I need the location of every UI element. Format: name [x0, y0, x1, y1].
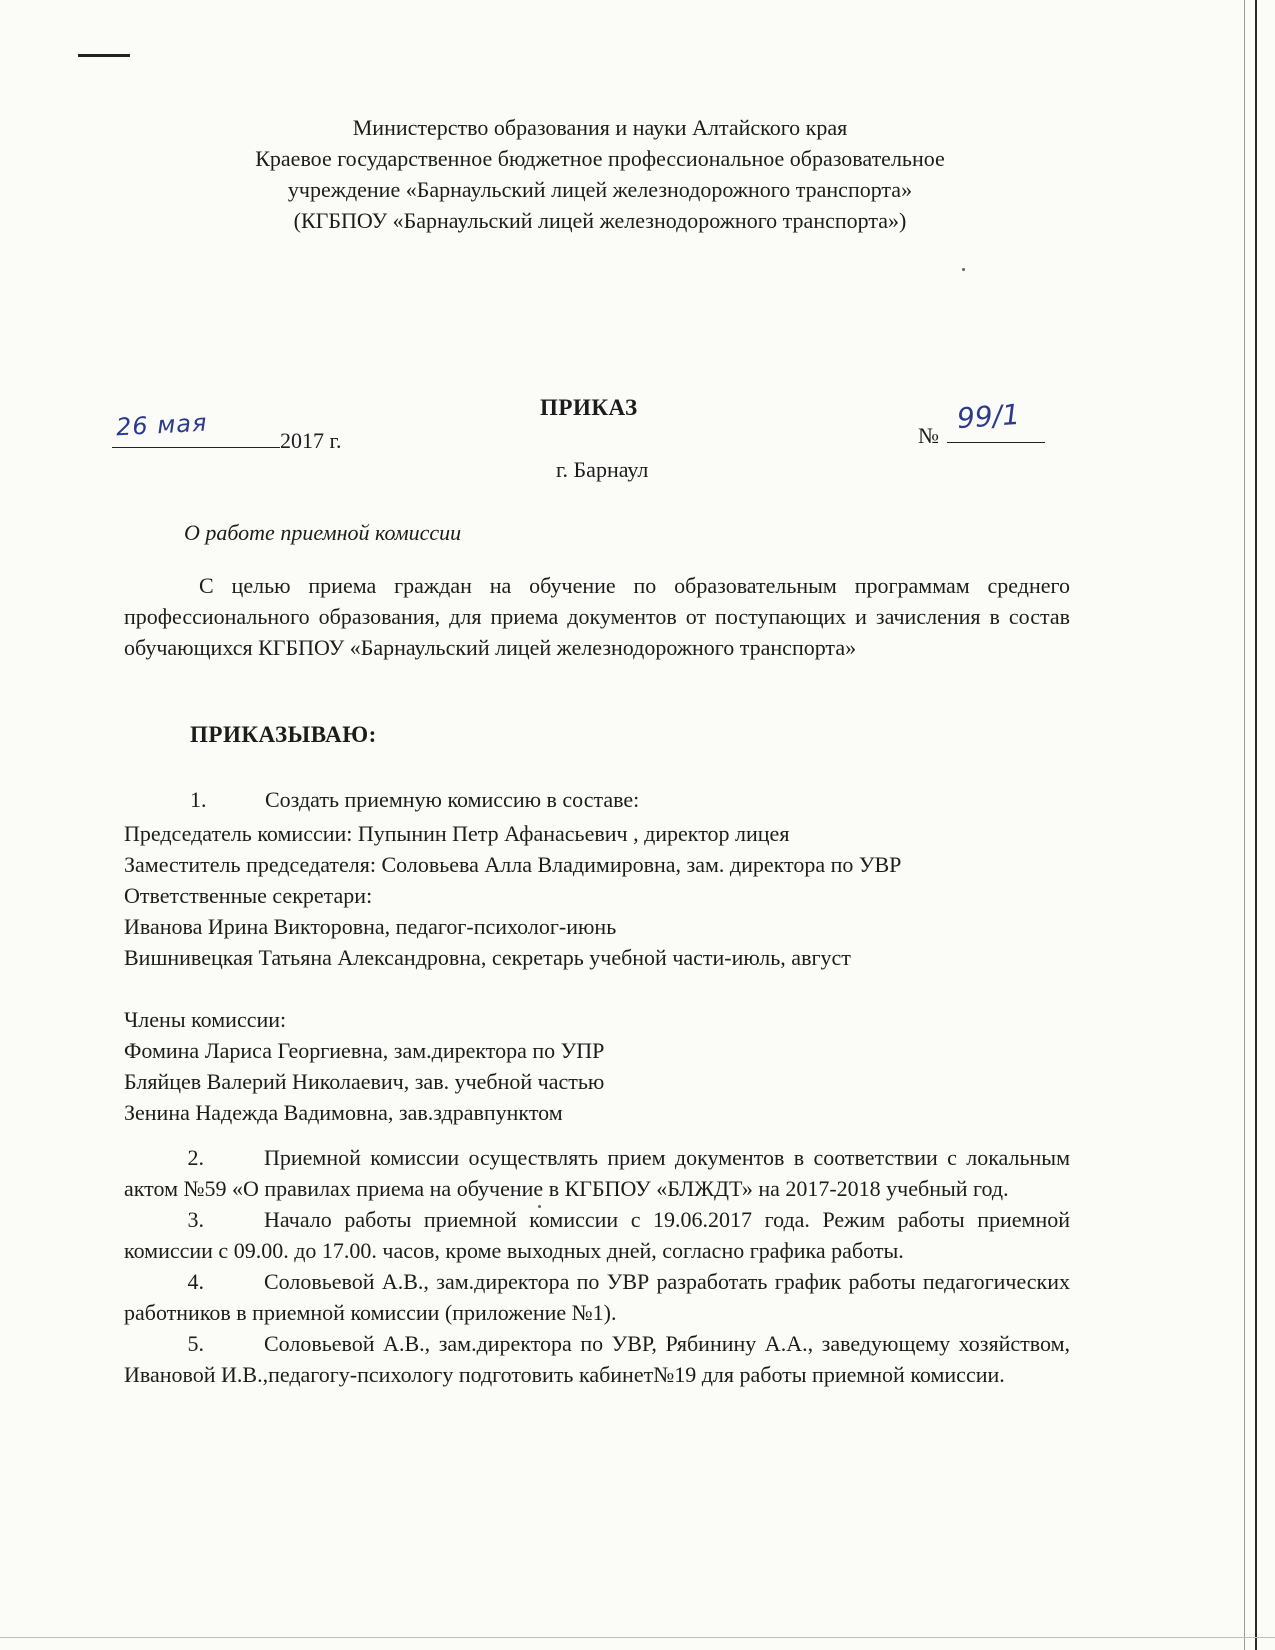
order-items	[124, 1142, 1070, 1390]
organization-header	[150, 112, 1050, 236]
preamble-paragraph	[124, 570, 1070, 663]
item-2	[124, 1142, 1070, 1204]
item-text: Приемной комиссии осуществлять прием документов в соответствии с локальным актом №59 «О правилах приема на обучение в КГБПОУ «БЛЖДТ» на 2017-2018 учебный год.	[124, 1145, 1070, 1201]
secretaries-label: Ответственные секретари:	[124, 883, 373, 908]
corner-mark	[78, 54, 130, 57]
members-label: Члены комиссии:	[124, 1007, 287, 1032]
item-number: 2.	[187, 1145, 204, 1170]
preamble-text: С целью приема граждан на обучение по образовательным программам среднего профессионального образования, для приема документов от поступающих и зачисления в состав обучающихся КГБПОУ «Барнаульский лицей железнодорожного транспорта»	[124, 573, 1070, 660]
order-date	[112, 408, 342, 454]
item-4	[124, 1266, 1070, 1328]
order-heading: ПРИКАЗЫВАЮ:	[190, 722, 377, 747]
item-number: 1.	[190, 787, 207, 812]
member-3: Зенина Надежда Вадимовна, зав.здравпунктом	[124, 1100, 563, 1125]
member-1: Фомина Лариса Георгиевна, зам.директора по УПР	[124, 1038, 605, 1063]
number-label: №	[918, 423, 939, 448]
item-text: Создать приемную комиссию в составе:	[265, 787, 640, 812]
secretary-2: Вишнивецкая Татьяна Александровна, секретарь учебной части-июль, август	[124, 945, 851, 970]
handwritten-number-field	[947, 397, 1045, 443]
scan-edge-right-inner	[1244, 0, 1245, 1650]
item-5	[124, 1328, 1070, 1390]
item-number: 3.	[187, 1207, 204, 1232]
header-abbreviation: (КГБПОУ «Барнаульский лицей железнодорожного транспорта»)	[293, 208, 907, 233]
handwritten-number: 99/1	[955, 397, 1021, 436]
item-3	[124, 1204, 1070, 1266]
document-title: ПРИКАЗ	[540, 395, 638, 420]
commission-composition	[124, 818, 901, 1128]
item-text: Соловьевой А.В., зам.директора по УВР, Рябинину А.А., заведующему хозяйством, Ивановой И.В.,педагогу-психологу подготовить кабинет№19 для работы приемной комиссии.	[124, 1331, 1070, 1387]
commission-chair: Председатель комиссии: Пупынин Петр Афанасьевич , директор лицея	[124, 821, 790, 846]
item-text: Соловьевой А.В., зам.директора по УВР разработать график работы педагогических работников в приемной комиссии (приложение №1).	[124, 1269, 1070, 1325]
secretary-1: Иванова Ирина Викторовна, педагог-психолог-июнь	[124, 914, 617, 939]
city: г. Барнаул	[556, 457, 649, 482]
handwritten-date: 26 мая	[115, 408, 209, 442]
header-institution-line2: учреждение «Барнаульский лицей железнодорожного транспорта»	[287, 177, 913, 202]
header-ministry: Министерство образования и науки Алтайского края	[352, 115, 848, 140]
scan-speck	[962, 268, 965, 271]
item-number: 5.	[187, 1331, 204, 1356]
commission-deputy: Заместитель председателя: Соловьева Алла Владимировна, зам. директора по УВР	[124, 852, 902, 877]
handwritten-date-field	[112, 408, 280, 448]
order-subject: О работе приемной комиссии	[184, 520, 462, 545]
scan-edge-right	[1255, 0, 1257, 1650]
date-year: 2017 г.	[280, 428, 342, 453]
item-1	[190, 787, 639, 813]
scan-edge-bottom	[0, 1637, 1275, 1638]
order-number	[918, 397, 1045, 449]
member-2: Бляйцев Валерий Николаевич, зав. учебной частью	[124, 1069, 605, 1094]
item-number: 4.	[187, 1269, 204, 1294]
header-institution-line1: Краевое государственное бюджетное профессиональное образовательное	[255, 146, 945, 171]
item-text: Начало работы приемной комиссии с 19.06.2017 года. Режим работы приемной комиссии с 09.00. до 17.00. часов, кроме выходных дней, согласно графика работы.	[124, 1207, 1070, 1263]
